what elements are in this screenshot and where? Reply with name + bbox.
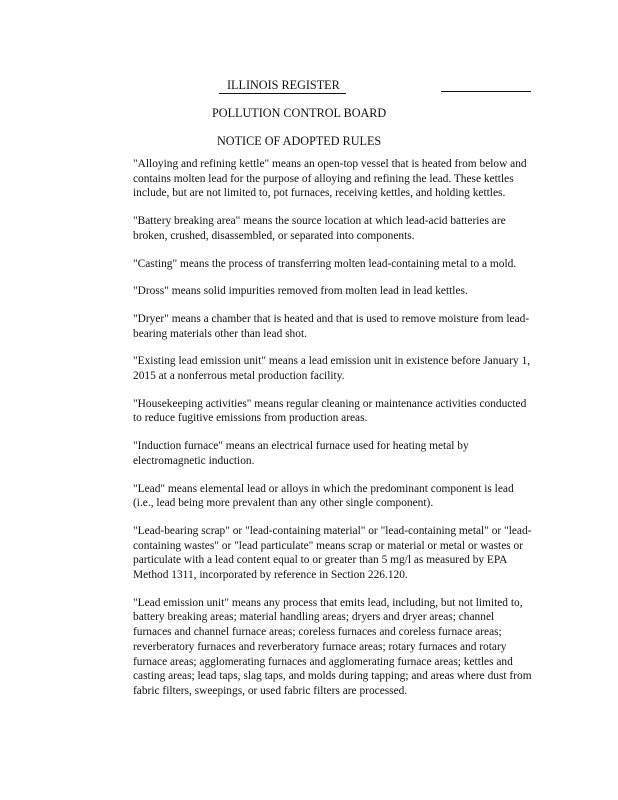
definition-alloying-kettle: "Alloying and refining kettle" means an open-top vessel that is heated from below and contains molten lead for the purpose of alloying and refining the lead. These kettles include, but are not limited to, pot furnaces, receiving kettles, and holding kettles. [133, 158, 527, 200]
definition-induction-furnace: "Induction furnace" means an electrical furnace used for heating metal by electromagnetic induction. [133, 440, 469, 467]
board-title: POLLUTION CONTROL BOARD [212, 106, 387, 120]
definition-lead-emission-unit: "Lead emission unit" means any process that emits lead, including, but not limited to, battery breaking areas; material handling areas; dryers and dryer areas; channel furnaces and channel furnace areas; coreless furnaces and coreless furnace areas; reverberatory furnaces and reverberatory furnace areas; rotary furnaces and rotary furnace areas; agglomerating furnaces and agglomerating furnace areas; kettles and casting areas; lead taps, slag taps, and molds during tapping; and areas where dust from fabric filters, sweepings, or used fabric filters are processed. [133, 596, 532, 697]
definition-housekeeping-activities: "Housekeeping activities" means regular cleaning or maintenance activities conducted to reduce fugitive emissions from production areas. [133, 397, 527, 425]
register-title: ILLINOIS REGISTER [219, 78, 346, 94]
definition-dross: "Dross" means solid impurities removed from molten lead in lead kettles. [133, 285, 468, 298]
header-rule-line [441, 91, 531, 92]
definition-casting: "Casting" means the process of transferring molten lead-containing metal to a mold. [133, 257, 517, 270]
definition-dryer: "Dryer" means a chamber that is heated and that is used to remove moisture from lead-bearing materials other than lead shot. [133, 312, 530, 340]
register-header [219, 78, 346, 94]
definition-lead: "Lead" means elemental lead or alloys in which the predominant component is lead (i.e., lead being more prevalent than any other single component). [133, 482, 514, 510]
definitions-body [133, 157, 533, 712]
definition-battery-breaking-area: "Battery breaking area" means the source location at which lead-acid batteries are broken, crushed, disassembled, or separated into components. [133, 215, 506, 242]
notice-title: NOTICE OF ADOPTED RULES [217, 134, 382, 148]
definition-lead-bearing-scrap: "Lead-bearing scrap" or "lead-containing material" or "lead-containing metal" or "lead-containing wastes" or "lead particulate" means scrap or material or metal or wastes or particulate with a lead content equal to or greater than 5 mg/l as measured by EPA Method 1311, incorporated by reference in Section 226.120. [133, 524, 532, 582]
definition-existing-lead-emission-unit: "Existing lead emission unit" means a lead emission unit in existence before January 1, 2015 at a nonferrous metal production facility. [133, 355, 531, 383]
